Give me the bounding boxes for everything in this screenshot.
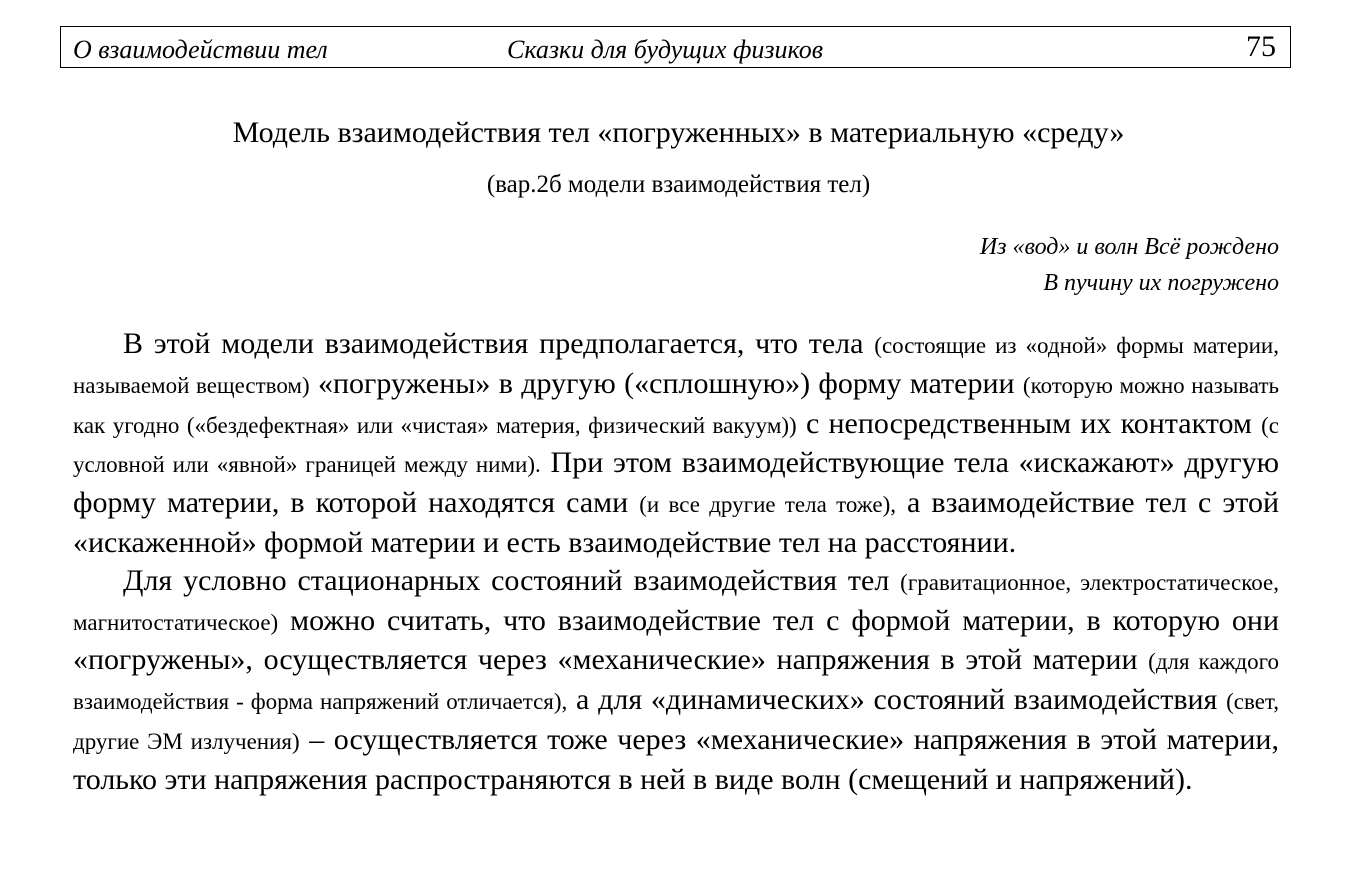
p2-text-3: а для «динамических» состояний взаимодействия: [567, 683, 1227, 717]
p1-aside-2: (которую можно называть как угодно («бездефектная» или «чистая» материя, физический вакуум)): [73, 372, 1280, 438]
p2-aside-3: (свет, другие ЭМ излучения): [73, 689, 1279, 754]
paragraph-2: [73, 562, 1279, 799]
body-text: [73, 325, 1279, 799]
p2-aside-2: (для каждого взаимодействия - форма напряжений отличается),: [73, 649, 1279, 715]
p1-text-3: с непосредственным их контактом: [796, 406, 1262, 440]
article-subtitle: (вар.2б модели взаимодействия тел): [486, 171, 871, 198]
p1-text-4: При этом взаимодействующие тела «искажают» другую форму материи, в которой находятся сами: [73, 446, 1279, 520]
p1-text-2: «погружены» в другую («сплошную») форму материи: [309, 366, 1023, 400]
article-title: Модель взаимодействия тел «погруженных» в материальную «среду»: [232, 116, 1125, 149]
p1-aside-3: (с условной или «явной» границей между ними).: [73, 412, 1279, 478]
p2-text-4: – осуществляется тоже через «механические» напряжения в этой материи, только эти напряжения распространяются в ней в виде волн (смещений и напряжений).: [73, 722, 1279, 796]
epigraph: [980, 229, 1279, 301]
paragraph-1: [73, 325, 1279, 562]
epigraph-line-2: В пучину их погружено: [1043, 270, 1279, 296]
page-number: 75: [1246, 30, 1276, 63]
p1-aside-1: (состоящие из «одной» формы материи, называемой веществом): [73, 333, 1279, 398]
page-header: [60, 26, 1291, 68]
header-section-title: О взаимодействии тел: [73, 35, 328, 64]
p2-aside-1: (гравитационное, электростатическое, магнитостатическое): [73, 569, 1279, 635]
epigraph-line-1: Из «вод» и волн Всё рождено: [979, 234, 1279, 260]
p1-text-1: В этой модели взаимодействия предполагается, что тела: [123, 327, 875, 360]
p1-text-5: а взаимодействие тел с этой «искаженной» формой материи и есть взаимодействие тел на расстоянии.: [73, 486, 1279, 559]
p1-aside-4: (и все другие тела тоже),: [639, 492, 896, 518]
p2-text-1: Для условно стационарных состояний взаимодействия тел: [123, 563, 901, 597]
header-book-title: Сказки для будущих физиков: [507, 35, 824, 64]
p2-text-2: можно считать, что взаимодействие тел с формой материи, в которую они «погружены», осуществляется через «механические» напряжения в этой материи: [73, 603, 1279, 677]
